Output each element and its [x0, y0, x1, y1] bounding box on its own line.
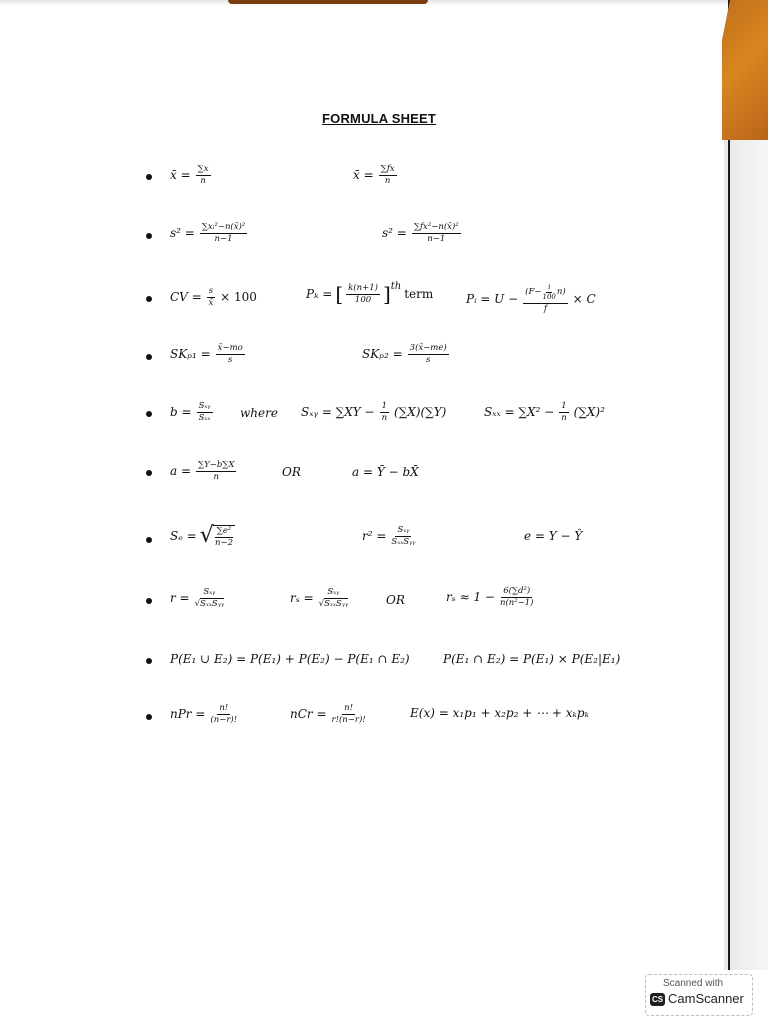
- fraction: [197, 402, 213, 423]
- radicand: [213, 525, 236, 548]
- denominator: n−1: [214, 233, 233, 244]
- where-label: [240, 406, 278, 420]
- formula-probability-intersection: [443, 652, 620, 666]
- formula-sxy: [301, 402, 446, 423]
- numerator: Sₓᵧ: [198, 401, 211, 411]
- formula-combination: [290, 704, 368, 725]
- bullet: [146, 354, 152, 360]
- formula-lhs: rₛ ≈ 1 −: [446, 590, 495, 605]
- formula-probability-union: [170, 652, 410, 666]
- formula-regression-intercept: [170, 461, 238, 482]
- fraction: [500, 587, 534, 608]
- fraction: [391, 526, 415, 547]
- formula-lhs: x̄ =: [170, 168, 191, 183]
- formula-skewness-pearson-1: [170, 344, 247, 365]
- numerator-part: (F−: [525, 287, 542, 298]
- fraction: [196, 165, 211, 186]
- bullet: [146, 537, 152, 543]
- numerator: ∑xᵢ²−n(x̄)²: [201, 222, 246, 232]
- formula-lhs: Pᵢ = U −: [466, 291, 519, 306]
- formula-rhs: term: [404, 287, 434, 302]
- formula-rhs: (∑X)²: [573, 405, 605, 420]
- fraction: [380, 402, 389, 423]
- denominator: n: [381, 412, 388, 423]
- formula-lhs: CV =: [170, 290, 202, 305]
- denominator: n−2: [215, 537, 234, 548]
- camscanner-logo-icon: CS: [651, 995, 664, 1004]
- bullet: [146, 714, 152, 720]
- fraction: [559, 402, 568, 423]
- numerator: 1: [381, 401, 388, 411]
- formula-standard-error: [170, 525, 235, 548]
- formula-lhs: SKₚ₂ =: [362, 347, 403, 362]
- formula-mean-ungrouped: [170, 165, 213, 186]
- bullet: [146, 174, 152, 180]
- page-title: FORMULA SHEET: [322, 111, 437, 126]
- radical-sign: √: [199, 523, 214, 548]
- fraction: [207, 287, 215, 308]
- formula-rhs: × 100: [220, 290, 257, 305]
- formula-lhs: x̄ =: [353, 168, 374, 183]
- denominator-radicand: SₓₓSᵧᵧ: [324, 598, 349, 609]
- fraction: [319, 588, 349, 609]
- formula-lhs: Sₓₓ = ∑X² −: [484, 405, 555, 420]
- fraction: [215, 527, 234, 548]
- fraction: [195, 588, 225, 609]
- denominator: √SₓₓSᵧᵧ: [194, 598, 225, 609]
- fraction: [412, 223, 461, 244]
- denominator: n: [384, 175, 391, 186]
- numerator: ∑e²: [216, 526, 232, 536]
- superscript: th: [390, 280, 402, 292]
- formula-text: P(E₁ ∪ E₂) = P(E₁) + P(E₂) − P(E₁ ∩ E₂): [170, 652, 410, 666]
- binder-clip-edge: [228, 0, 428, 4]
- formula-lhs: Sₓᵧ = ∑XY −: [301, 405, 375, 420]
- formula-lhs: r² =: [362, 529, 387, 544]
- formula-lhs: SKₚ₁ =: [170, 347, 211, 362]
- numerator: ∑fx²−n(x̄)²: [413, 222, 459, 232]
- formula-variance-ungrouped: [170, 223, 249, 244]
- inner-denominator: 100: [542, 293, 556, 302]
- inner-numerator: i: [546, 284, 552, 293]
- denominator: s: [228, 354, 233, 365]
- numerator: Sₓᵧ: [203, 587, 216, 597]
- bullet: [146, 296, 152, 302]
- bracket-open: [: [335, 282, 344, 307]
- square-root: [200, 525, 236, 548]
- formula-variance-grouped: [382, 223, 463, 244]
- formula-lhs: a =: [170, 464, 192, 479]
- formula-expectation: [410, 706, 589, 720]
- formula-sxx: [484, 402, 605, 423]
- formula-percentile-position: [306, 280, 434, 307]
- or-label: [386, 593, 405, 607]
- numerator: [523, 284, 568, 304]
- or-label: [282, 465, 301, 479]
- denominator: (n−r)!: [210, 714, 238, 725]
- numerator: ∑x: [197, 164, 209, 174]
- numerator: x̄−mo: [217, 343, 243, 353]
- bullet: [146, 411, 152, 417]
- formula-lhs: s² =: [382, 226, 407, 241]
- fraction: [332, 704, 366, 725]
- page-right-shadow: [724, 138, 768, 970]
- formula-regression-slope: [170, 402, 215, 423]
- denominator: √SₓₓSᵧᵧ: [318, 598, 349, 609]
- denominator: n: [200, 175, 206, 186]
- numerator: ∑Y−b∑X: [198, 460, 235, 470]
- or-text: OR: [386, 593, 405, 607]
- denominator: x̄: [208, 297, 214, 308]
- formula-lhs: Sₑ =: [170, 529, 197, 544]
- fraction: [379, 165, 397, 186]
- formula-text: e = Y − Ŷ: [524, 529, 583, 543]
- fraction: [408, 344, 449, 365]
- fraction: [210, 704, 237, 725]
- formula-rank-correlation: [290, 588, 350, 609]
- fraction: [523, 284, 568, 314]
- formula-lhs: s² =: [170, 226, 195, 241]
- watermark-caption: Scanned with: [663, 978, 724, 989]
- formula-lhs: nCr =: [290, 707, 327, 722]
- formula-permutation: [170, 704, 239, 725]
- numerator: Sₓᵧ: [397, 525, 410, 535]
- bullet: [146, 470, 152, 476]
- bracket-close: ]: [382, 282, 391, 307]
- formula-r-squared: [362, 526, 418, 547]
- numerator: Sₓᵧ: [327, 587, 340, 597]
- formula-rhs: (∑X)(∑Y): [394, 405, 447, 420]
- formula-intercept-alt: [352, 465, 419, 479]
- numerator: s: [208, 286, 214, 296]
- formula-lhs: r =: [170, 591, 190, 606]
- formula-text: a = Ȳ − bX̄: [352, 465, 419, 479]
- formula-lhs: Pₖ =: [306, 287, 333, 302]
- denominator: n−1: [427, 233, 446, 244]
- formula-text: E(x) = x₁p₁ + x₂p₂ + ⋯ + xₖpₖ: [410, 706, 589, 720]
- denominator: n: [213, 471, 219, 482]
- or-text: OR: [282, 465, 301, 479]
- formula-text: P(E₁ ∩ E₂) = P(E₁) × P(E₂|E₁): [443, 652, 621, 666]
- formula-coefficient-of-variation: [170, 287, 257, 308]
- numerator: n!: [219, 703, 229, 713]
- formula-percentile-value: [466, 284, 596, 314]
- numerator: 1: [561, 401, 567, 411]
- denominator: 100: [354, 294, 372, 305]
- denominator: s: [426, 354, 431, 365]
- page-edge-line: [728, 0, 730, 970]
- denominator: SₓₓSᵧᵧ: [391, 536, 416, 547]
- paper-sheet: [40, 6, 728, 966]
- formula-skewness-pearson-2: [362, 344, 451, 365]
- fraction: [346, 284, 380, 305]
- formula-rhs: × C: [572, 291, 596, 306]
- inner-fraction: [543, 284, 556, 302]
- desk-corner: [722, 0, 768, 140]
- numerator: n!: [344, 703, 354, 713]
- numerator-part: n): [556, 287, 566, 298]
- denominator: n(n²−1): [499, 597, 534, 608]
- formula-mean-grouped: [353, 165, 399, 186]
- denominator: r!(n−r)!: [331, 714, 366, 725]
- denominator: n: [561, 412, 567, 423]
- formula-residual: [524, 529, 582, 543]
- formula-lhs: b =: [170, 405, 192, 420]
- fraction: [200, 223, 247, 244]
- watermark-brand: CamScanner: [668, 991, 744, 1006]
- fraction: [216, 344, 245, 365]
- denominator: Sₓₓ: [198, 412, 211, 423]
- bullet: [146, 658, 152, 664]
- denominator-radicand: SₓₓSᵧᵧ: [200, 598, 225, 609]
- bullet: [146, 598, 152, 604]
- fraction: [196, 461, 236, 482]
- numerator: k(n+1): [348, 283, 378, 293]
- numerator: ∑fx: [380, 164, 395, 174]
- numerator: 6(∑d²): [503, 586, 531, 596]
- denominator: f: [543, 303, 547, 314]
- numerator: 3(x̄−me): [409, 343, 447, 353]
- bullet: [146, 233, 152, 239]
- formula-lhs: nPr =: [170, 707, 206, 722]
- where-text: where: [240, 406, 278, 420]
- formula-lhs: rₛ =: [290, 591, 314, 606]
- formula-correlation: [170, 588, 226, 609]
- formula-spearman-approx: [446, 587, 536, 608]
